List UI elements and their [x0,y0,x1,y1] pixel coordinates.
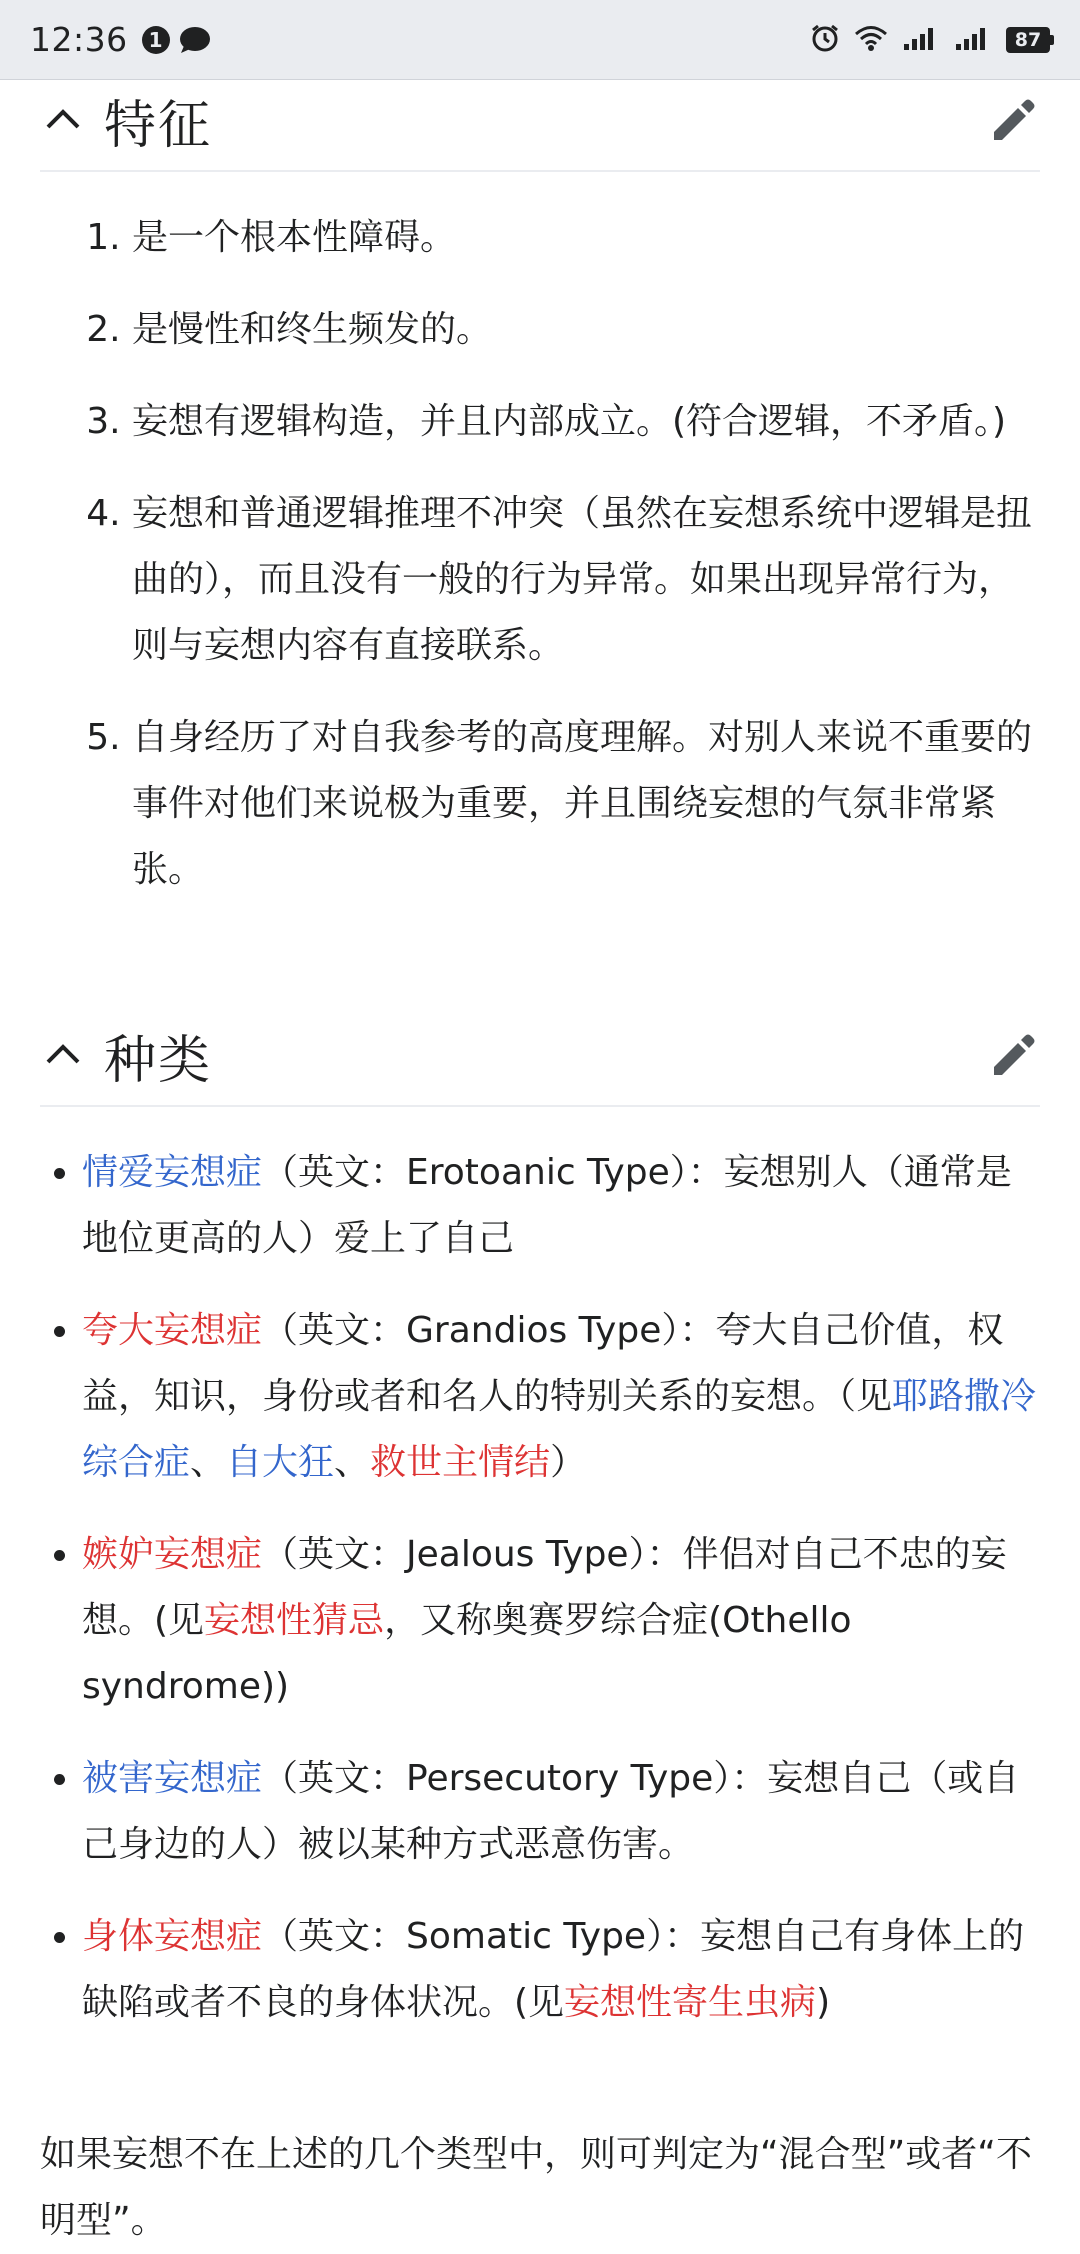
list-item: 1. 是一个根本性障碍。 [132,205,1040,271]
link-delusional-jealousy[interactable]: 妄想性猜忌 [204,1600,385,1641]
link-delusional-parasitosis[interactable]: 妄想性寄生虫病 [564,1982,817,2023]
section-header-types[interactable] [40,1005,1040,1107]
link-persecutory[interactable]: 被害妄想症 [82,1758,263,1799]
list-item: 4. 妄想和普通逻辑推理不冲突（虽然在妄想系统中逻辑是扭曲的），而且没有一般的行为异常。如果出现异常行为，则与妄想内容有直接联系。 [132,481,1040,679]
battery-icon: 87 [1006,27,1050,53]
types-footer-paragraph: 如果妄想不在上述的几个类型中，则可判定为“混合型”或者“不明型”。 [40,2134,1032,2241]
link-megalomania[interactable]: 自大狂 [226,1442,335,1483]
link-jealous[interactable]: 嫉妒妄想症 [82,1534,263,1575]
notification-badge: 1 [142,26,170,54]
item-text-tail: ，又称奥赛罗综合症(Othello syndrome)) [82,1600,852,1707]
link-grandiose[interactable]: 夸大妄想症 [82,1310,263,1351]
item-text-tail: ） [550,1442,587,1483]
list-item [82,1522,1044,1720]
list-item: 3. 妄想有逻辑构造，并且内部成立。(符合逻辑，不矛盾。) [132,389,1040,455]
feature-list [0,205,1080,929]
wifi-icon [854,24,888,56]
item-text: （英文：Jealous Type）：伴侣对自己不忠的妄想。(见 [82,1534,1007,1641]
list-item [82,1298,1044,1496]
status-bar [0,0,1080,80]
section-title-features: 特征 [104,95,213,156]
item-text: （英文：Erotoanic Type）：妄想别人（通常是地位更高的人）爱上了自己 [82,1152,1012,1259]
item-text: （英文：Grandios Type）：夸大自己价值，权益，知识，身份或者和名人的特别关系的妄想。（见 [82,1310,1004,1417]
section-header-features[interactable] [40,70,1040,172]
link-erotomanic[interactable]: 情爱妄想症 [82,1152,263,1193]
link-jerusalem-syndrome[interactable]: 耶路撒冷综合症 [82,1376,1037,1483]
list-item [82,1904,1044,2036]
link-messiah-complex[interactable]: 救世主情结 [370,1442,551,1483]
alarm-icon [810,23,840,57]
list-item [82,1140,1044,1272]
edit-pencil-icon[interactable] [988,1029,1040,1081]
separator: 、 [190,1442,227,1483]
status-icons [810,23,1050,57]
item-text: （英文：Somatic Type）：妄想自己有身体上的缺陷或者不良的身体状况。(见 [82,1916,1025,2023]
chevron-up-icon[interactable] [40,97,86,143]
section-title-types: 种类 [104,1030,213,1091]
separator: 、 [334,1442,371,1483]
chat-bubble-icon [178,26,212,54]
list-item: 5. 自身经历了对自我参考的高度理解。对别人来说不重要的事件对他们来说极为重要，并且围绕妄想的气氛非常紧张。 [132,705,1040,903]
list-item: 2. 是慢性和终生频发的。 [132,297,1040,363]
status-time: 12:36 [30,20,128,59]
item-text-tail: ) [816,1982,831,2023]
link-somatic[interactable]: 身体妄想症 [82,1916,263,1957]
item-text: （英文：Persecutory Type）：妄想自己（或自己身边的人）被以某种方式恶意伤害。 [82,1758,1020,1865]
signal-1-icon [902,24,940,56]
list-item [82,1746,1044,1878]
type-list [0,1140,1080,2062]
edit-pencil-icon[interactable] [988,94,1040,146]
signal-2-icon [954,24,992,56]
chevron-up-icon[interactable] [40,1032,86,1078]
